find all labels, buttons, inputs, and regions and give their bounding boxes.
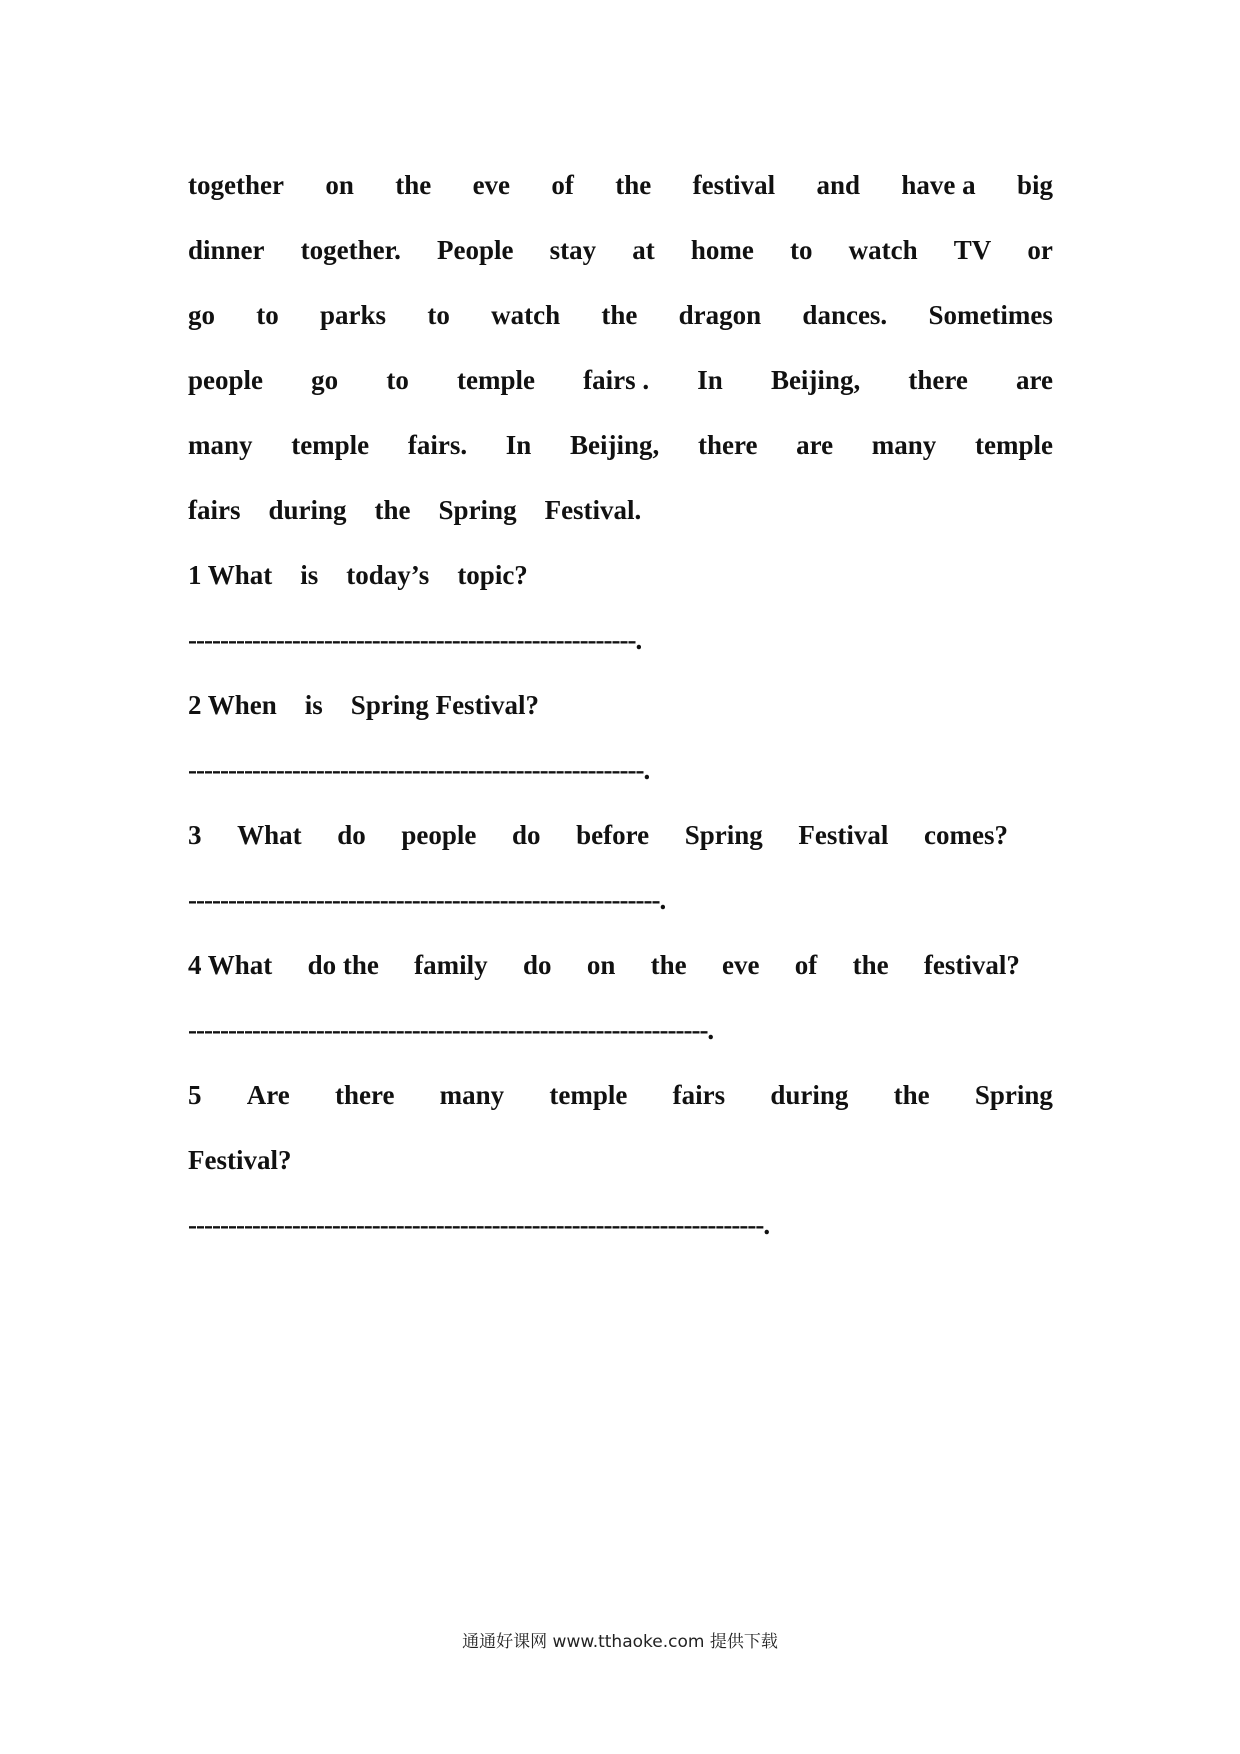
question-word: of (794, 950, 818, 980)
word: the (615, 170, 652, 200)
question-word: 1 What (188, 560, 273, 590)
word: the (601, 300, 638, 330)
word: go (188, 300, 215, 330)
passage-line-1 (188, 165, 1053, 205)
word: there (908, 365, 968, 395)
page-footer: 通通好课网 www.tthaoke.com 提供下载 (462, 1632, 778, 1652)
word: to (256, 300, 279, 330)
question-word: there (334, 1080, 395, 1110)
word: of (551, 170, 574, 200)
word: Festival. (544, 495, 642, 525)
question-word: do (512, 820, 541, 850)
word: people (188, 365, 264, 395)
word: parks (320, 300, 387, 330)
question-word: festival? (923, 950, 1020, 980)
question-word: is (300, 560, 319, 590)
question-word: Are (246, 1080, 290, 1110)
word: watch (848, 235, 918, 265)
question-word: 4 What (188, 950, 273, 980)
question-4 (188, 945, 1020, 985)
question-word: 5 (188, 1080, 202, 1110)
word: fairs. (407, 430, 468, 460)
word: go (311, 365, 339, 395)
word: fairs . (583, 365, 650, 395)
question-word: today’s (346, 560, 430, 590)
passage-line-4 (188, 360, 1053, 400)
question-word: Spring (684, 820, 763, 850)
question-word: What (237, 820, 302, 850)
word: together. (300, 235, 401, 265)
question-word: temple (549, 1080, 628, 1110)
word: temple (456, 365, 535, 395)
question-word: topic? (457, 560, 528, 590)
question-word: many (439, 1080, 505, 1110)
question-word: comes? (923, 820, 1008, 850)
question-word: before (576, 820, 650, 850)
word: Sometimes (928, 300, 1053, 330)
word: to (386, 365, 409, 395)
word: TV (953, 235, 992, 265)
word: many (188, 430, 253, 460)
word: stay (549, 235, 597, 265)
word: together (188, 170, 284, 200)
passage-line-3 (188, 295, 1053, 335)
word: many (871, 430, 937, 460)
word: In (697, 365, 723, 395)
passage-line-6 (188, 490, 1053, 530)
word: are (796, 430, 834, 460)
word: Beijing, (570, 430, 660, 460)
word: People (437, 235, 514, 265)
word: and (816, 170, 860, 200)
question-5-continued (188, 1140, 1053, 1180)
question-word: the (893, 1080, 930, 1110)
question-word: the (852, 950, 889, 980)
question-1 (188, 555, 1053, 595)
question-word: 2 When (188, 690, 277, 720)
question-word: Festival? (188, 1145, 292, 1175)
question-word: do (337, 820, 366, 850)
word: big (1016, 170, 1053, 200)
passage-line-2 (188, 230, 1053, 270)
word: temple (975, 430, 1053, 460)
question-word: Festival (798, 820, 889, 850)
question-2 (188, 685, 1053, 725)
passage-line-5 (188, 425, 1053, 465)
word: to (790, 235, 813, 265)
answer-line-3[interactable]: -----------------------------------------------------------. (188, 885, 666, 915)
word: temple (291, 430, 370, 460)
word: the (374, 495, 411, 525)
question-word: the (650, 950, 687, 980)
word: during (268, 495, 347, 525)
word: have a (901, 170, 976, 200)
question-word: family (414, 950, 488, 980)
question-word: do the (307, 950, 379, 980)
word: home (690, 235, 754, 265)
word: watch (491, 300, 561, 330)
question-word: eve (721, 950, 760, 980)
answer-line-1[interactable]: --------------------------------------------------------. (188, 625, 642, 655)
answer-line-2[interactable]: ---------------------------------------------------------. (188, 755, 650, 785)
question-word: on (586, 950, 616, 980)
question-word: 3 (188, 820, 202, 850)
question-3 (188, 815, 1008, 855)
answer-line-4[interactable]: -----------------------------------------------------------------. (188, 1015, 714, 1045)
word: eve (472, 170, 511, 200)
word: are (1016, 365, 1053, 395)
word: on (325, 170, 354, 200)
word: fairs (188, 495, 241, 525)
word: dinner (188, 235, 265, 265)
word: Beijing, (770, 365, 861, 395)
word: at (632, 235, 655, 265)
question-word: Spring (974, 1080, 1053, 1110)
question-word: during (770, 1080, 849, 1110)
word: there (697, 430, 758, 460)
question-word: do (522, 950, 552, 980)
word: or (1027, 235, 1053, 265)
question-word: is (304, 690, 323, 720)
word: festival (692, 170, 776, 200)
word: In (505, 430, 532, 460)
word: dragon (678, 300, 762, 330)
answer-line-5[interactable]: ------------------------------------------------------------------------. (188, 1210, 770, 1240)
question-word: fairs (672, 1080, 726, 1110)
word: the (395, 170, 432, 200)
word: dances. (802, 300, 888, 330)
word: Spring (438, 495, 517, 525)
question-5 (188, 1075, 1053, 1115)
question-word: people (401, 820, 477, 850)
word: to (427, 300, 450, 330)
question-word: Spring Festival? (350, 690, 540, 720)
